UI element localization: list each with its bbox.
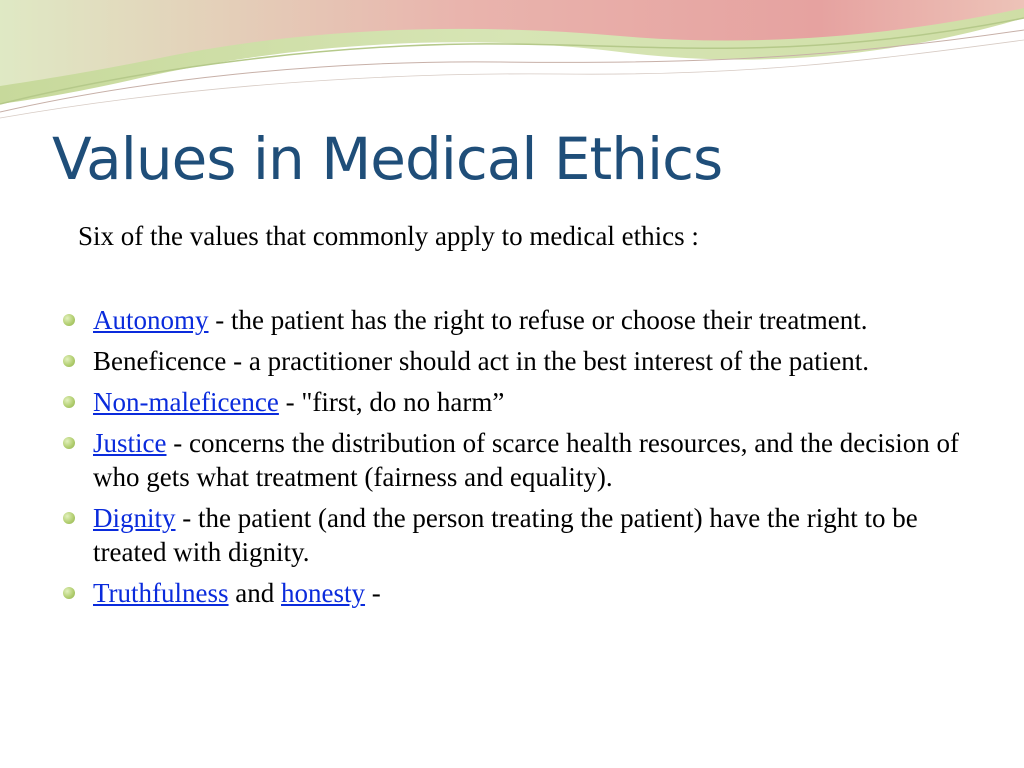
bullet-icon <box>63 512 75 524</box>
bullet-icon <box>63 587 75 599</box>
list-item-non-maleficence <box>60 385 970 419</box>
decorative-wave-header <box>0 0 1024 130</box>
link-justice[interactable]: Justice <box>93 428 167 458</box>
bullet-connector: and <box>228 578 282 608</box>
bullet-description: - "first, do no harm” <box>278 387 505 417</box>
slide-title: Values in Medical Ethics <box>52 125 723 193</box>
bullet-description: - the patient has the right to refuse or choose their treatment. <box>208 305 868 335</box>
bullet-icon <box>63 396 75 408</box>
bullet-icon <box>63 355 75 367</box>
link-dignity[interactable]: Dignity <box>93 503 176 533</box>
list-item-autonomy <box>60 303 970 337</box>
link-autonomy[interactable]: Autonomy <box>93 305 209 335</box>
link-honesty[interactable]: honesty <box>281 578 366 608</box>
bullet-icon <box>63 314 75 326</box>
intro-text: Six of the values that commonly apply to medical ethics : <box>78 221 699 251</box>
bullet-description: - the patient (and the person treating the patient) have the right to be treated with dignity. <box>93 503 918 567</box>
list-item-truthfulness <box>60 576 970 610</box>
list-item-dignity <box>60 501 970 569</box>
bullet-description: - <box>365 578 381 608</box>
link-truthfulness[interactable]: Truthfulness <box>93 578 229 608</box>
list-item-beneficence <box>60 344 970 378</box>
list-item-justice <box>60 426 970 494</box>
bullet-icon <box>63 437 75 449</box>
bullet-description: - concerns the distribution of scarce health resources, and the decision of who gets what treatment (fairness and equality). <box>93 428 959 492</box>
link-non-maleficence[interactable]: Non-maleficence <box>93 387 279 417</box>
values-list <box>60 303 970 617</box>
bullet-text: Beneficence - a practitioner should act in the best interest of the patient. <box>93 346 869 376</box>
